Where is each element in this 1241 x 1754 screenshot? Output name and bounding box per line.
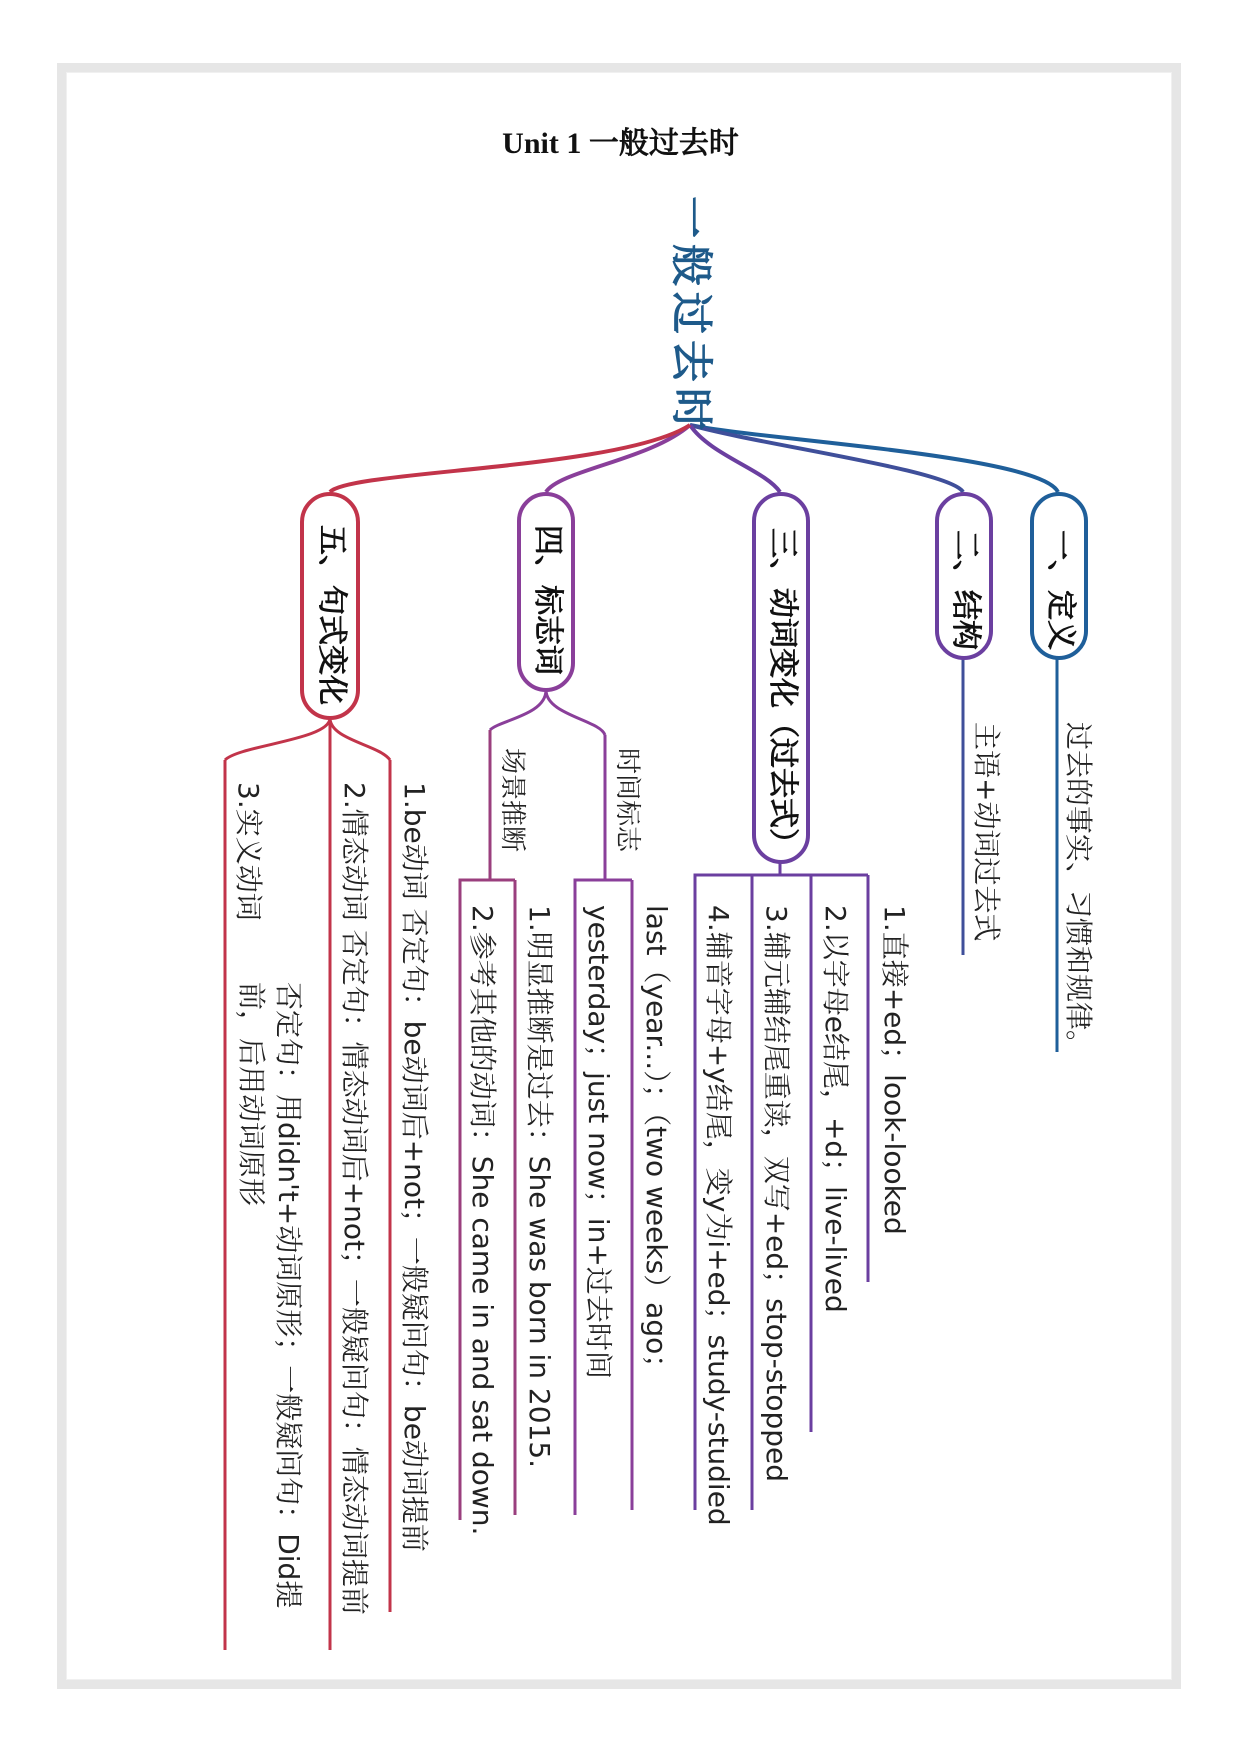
form-main-verb-question: 前，后用动词原形 [235, 982, 268, 1207]
signal-sub-context: 场景推断 [497, 748, 527, 853]
context-signal-2: 2.参考其他的动词：She came in and sat down. [466, 905, 499, 1536]
context-signal-1: 1.明显推断是过去：She was born in 2015. [523, 905, 556, 1469]
branch-label-verb-forms: 三、动词变化（过去式） [765, 528, 800, 858]
time-signal-2: yesterday；just now；in+过去时间 [582, 905, 615, 1379]
verb-rule-1: 1.直接+ed；look-looked [878, 905, 911, 1235]
verb-rule-3: 3.辅元辅结尾重读，双写+ed；stop-stopped [760, 905, 793, 1482]
document-title: Unit 1 一般过去时 [502, 127, 739, 160]
root-title: 一般过去时 [667, 196, 716, 437]
connector-root-def [690, 425, 1058, 492]
branch-label-sentence-forms: 五、句式变化 [314, 525, 349, 705]
branch-label-signal-words: 四、标志词 [530, 525, 565, 675]
form-main-verb: 3.实义动词 [232, 782, 265, 921]
form-modal-verb: 2.情态动词 否定句：情态动词后+not；一般疑问句：情态动词提前 [338, 782, 371, 1615]
form-be-verb: 1.be动词 否定句：be动词后+not；一般疑问句：be动词提前 [398, 782, 431, 1552]
branch-label-structure: 二、结构 [948, 530, 983, 650]
signal-sub-time: 时间标志 [612, 748, 642, 853]
form-main-verb-negative: 否定句：用didn't+动词原形；一般疑问句：Did提 [272, 982, 305, 1609]
branch-label-definition: 一、定义 [1043, 530, 1078, 650]
connector-root-form [330, 425, 690, 492]
time-signal-1: last（year...）；（two weeks）ago； [640, 905, 673, 1383]
verb-rule-4: 4.辅音字母+y结尾，变y为i+ed；study-studied [702, 905, 735, 1526]
structure-text: 主语+动词过去式 [970, 722, 1003, 942]
verb-rule-2: 2.以字母e结尾，+d；live-lived [819, 905, 852, 1313]
definition-text: 过去的事实、习惯和规律。 [1062, 722, 1095, 1059]
